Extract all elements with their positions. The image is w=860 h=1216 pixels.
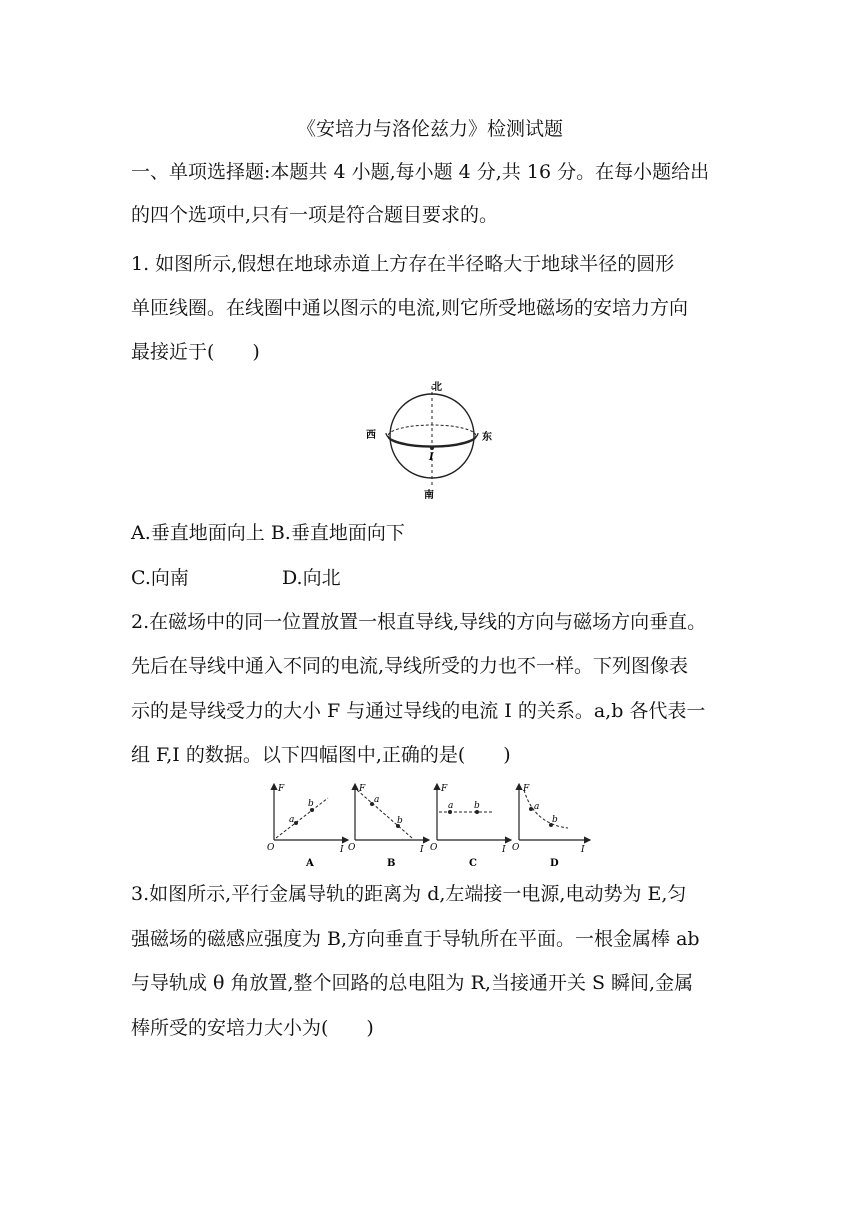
section-heading-line-2: 的四个选项中,只有一项是符合题目要求的。 — [131, 204, 499, 226]
q1-option-d: D.向北 — [282, 567, 341, 589]
q2-line-2: 先后在导线中通入不同的电流,导线所受的力也不一样。下列图像表 — [131, 655, 689, 677]
graph-c — [430, 784, 511, 869]
graph-d-a: a — [534, 802, 540, 812]
graph-d-f: F — [523, 784, 530, 794]
graph-c-f: F — [441, 784, 448, 794]
graph-a-i: I — [340, 845, 344, 855]
q3-line-3: 与导轨成 θ 角放置,整个回路的总电阻为 R,当接通开关 S 瞬间,金属 — [131, 972, 694, 994]
graph-b-label: B — [387, 858, 396, 869]
graph-b-a: a — [374, 795, 380, 805]
label-south: 南 — [424, 490, 434, 501]
graph-a-a: a — [289, 815, 295, 825]
graph-c-a: a — [448, 801, 454, 811]
label-north: 北 — [432, 382, 442, 393]
graph-d-i: I — [581, 845, 585, 855]
graph-a-f: F — [278, 784, 285, 794]
graph-b-i: I — [420, 845, 424, 855]
label-west: 西 — [366, 430, 376, 441]
graph-a-o: O — [267, 843, 275, 853]
graph-a-label: A — [306, 858, 314, 869]
q2-line-3: 示的是导线受力的大小 F 与通过导线的电流 I 的关系。a,b 各代表一 — [131, 700, 706, 722]
q1-options-row-1 — [131, 521, 405, 545]
page-title: 《安培力与洛伦兹力》检测试题 — [296, 118, 563, 140]
q2-graphs-figure — [262, 778, 592, 870]
graph-b-b: b — [397, 816, 403, 826]
q1-option-b: B.垂直地面向下 — [270, 522, 405, 544]
graph-c-label: C — [469, 858, 477, 869]
graph-c-i: I — [502, 845, 506, 855]
q1-option-c: C.向南 — [131, 567, 189, 589]
current-dot — [430, 446, 434, 450]
graph-b — [348, 784, 429, 869]
graph-b-o: O — [348, 843, 356, 853]
q1-line-1: 1. 如图所示,假想在地球赤道上方存在半径略大于地球半径的圆形 — [131, 253, 675, 275]
graph-a-b: b — [308, 799, 314, 809]
q3-line-2: 强磁场的磁感应强度为 B,方向垂直于导轨所在平面。一根金属棒 ab — [131, 928, 700, 950]
label-current: I — [429, 452, 434, 463]
label-east: 东 — [482, 432, 492, 443]
earth-coil-figure — [362, 378, 500, 506]
graph-d-b: b — [552, 815, 558, 825]
q3-line-1: 3.如图所示,平行金属导轨的距离为 d,左端接一电源,电动势为 E,匀 — [131, 883, 687, 905]
section-heading-line-1: 一、单项选择题:本题共 4 小题,每小题 4 分,共 16 分。在每小题给出 — [131, 161, 710, 183]
q1-line-3: 最接近于( ) — [131, 341, 260, 363]
q3-line-4: 棒所受的安培力大小为( ) — [131, 1017, 374, 1039]
q2-line-4: 组 F,I 的数据。以下四幅图中,正确的是( ) — [131, 744, 511, 766]
graph-d-label: D — [550, 858, 559, 869]
graph-a — [267, 784, 348, 869]
graph-c-b: b — [474, 801, 480, 811]
q1-options-row-2 — [131, 566, 341, 590]
graph-b-f: F — [359, 784, 366, 794]
graph-c-o: O — [430, 843, 438, 853]
graph-d-o: O — [512, 843, 520, 853]
q1-line-2: 单匝线圈。在线圈中通以图示的电流,则它所受地磁场的安培力方向 — [131, 297, 689, 319]
q1-option-a: A.垂直地面向上 — [131, 522, 265, 544]
graph-d — [512, 784, 590, 869]
q2-line-1: 2.在磁场中的同一位置放置一根直导线,导线的方向与磁场方向垂直。 — [131, 611, 707, 633]
